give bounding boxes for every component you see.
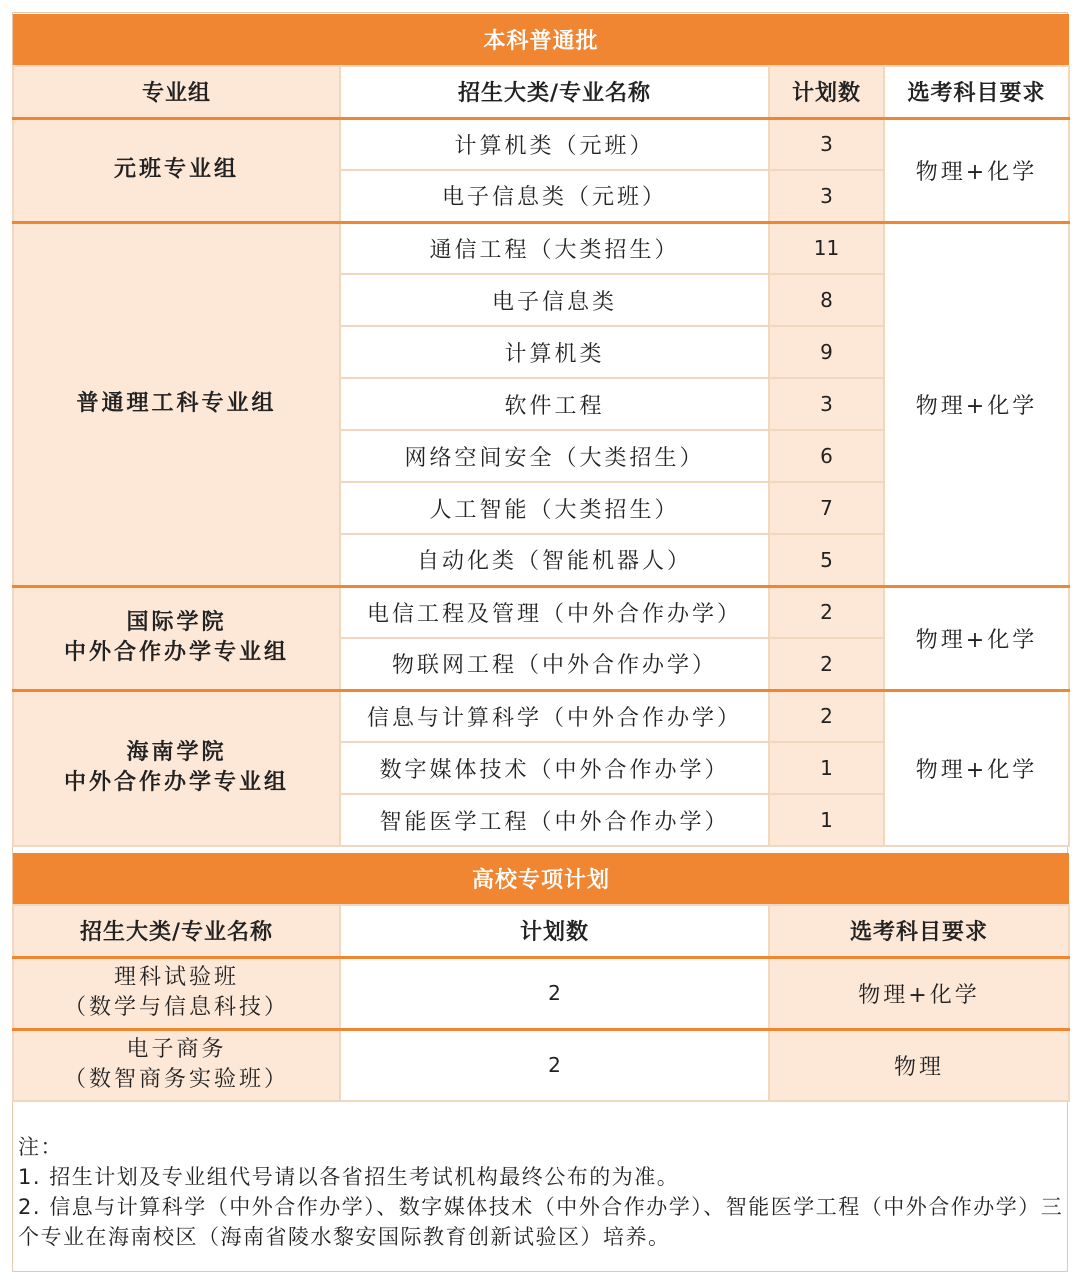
plan-count: 6 bbox=[769, 430, 884, 482]
major-name: 网络空间安全（大类招生） bbox=[340, 430, 769, 482]
plan-count: 8 bbox=[769, 274, 884, 326]
subject-requirement: 物理+化学 bbox=[884, 586, 1069, 690]
table2-banner: 高校专项计划 bbox=[13, 853, 1069, 905]
major-name bbox=[13, 957, 340, 1029]
table-row bbox=[13, 222, 1069, 274]
note-item: 1. 招生计划及专业组代号请以各省招生考试机构最终公布的为准。 bbox=[18, 1165, 680, 1189]
major-name: 智能医学工程（中外合作办学） bbox=[340, 794, 769, 846]
notes-section bbox=[18, 1132, 1066, 1252]
plan-count: 11 bbox=[769, 222, 884, 274]
header-row bbox=[13, 66, 1069, 118]
special-plan-table bbox=[12, 853, 1070, 1102]
major-name: 数字媒体技术（中外合作办学） bbox=[340, 742, 769, 794]
major-name-line: 电子商务 bbox=[126, 1037, 227, 1063]
plan-count: 2 bbox=[769, 638, 884, 690]
plan-count: 2 bbox=[769, 586, 884, 638]
major-name: 电子信息类（元班） bbox=[340, 170, 769, 222]
header-major: 招生大类/专业名称 bbox=[13, 905, 340, 957]
header-count: 计划数 bbox=[340, 905, 769, 957]
subject-requirement: 物理+化学 bbox=[884, 690, 1069, 846]
table-row bbox=[13, 690, 1069, 742]
group-name-line: 中外合作办学专业组 bbox=[63, 640, 289, 665]
plan-count: 3 bbox=[769, 170, 884, 222]
header-major: 招生大类/专业名称 bbox=[340, 66, 769, 118]
undergraduate-table bbox=[12, 14, 1070, 847]
major-name: 通信工程（大类招生） bbox=[340, 222, 769, 274]
group-name: 元班专业组 bbox=[13, 118, 340, 222]
group-name-line: 中外合作办学专业组 bbox=[63, 770, 289, 796]
group-name-line: 国际学院 bbox=[126, 610, 227, 635]
major-name: 电信工程及管理（中外合作办学） bbox=[340, 586, 769, 638]
group-name-line: 海南学院 bbox=[126, 740, 227, 766]
major-name: 计算机类（元班） bbox=[340, 118, 769, 170]
subject-requirement: 物理+化学 bbox=[884, 222, 1069, 586]
plan-count: 9 bbox=[769, 326, 884, 378]
plan-count: 3 bbox=[769, 378, 884, 430]
major-name: 物联网工程（中外合作办学） bbox=[340, 638, 769, 690]
table-row bbox=[13, 118, 1069, 170]
note-item: 2. 信息与计算科学（中外合作办学）、数字媒体技术（中外合作办学）、智能医学工程（中外合作办学）三个专业在海南校区（海南省陵水黎安国际教育创新试验区）培养。 bbox=[18, 1195, 1064, 1249]
banner-row bbox=[13, 853, 1069, 905]
header-group: 专业组 bbox=[13, 66, 340, 118]
major-name: 信息与计算科学（中外合作办学） bbox=[340, 690, 769, 742]
plan-count: 3 bbox=[769, 118, 884, 170]
header-requirement: 选考科目要求 bbox=[769, 905, 1069, 957]
plan-count: 7 bbox=[769, 482, 884, 534]
banner-row bbox=[13, 14, 1069, 66]
group-name: 普通理工科专业组 bbox=[13, 222, 340, 586]
major-name-line: （数智商务实验班） bbox=[63, 1067, 289, 1093]
major-name: 人工智能（大类招生） bbox=[340, 482, 769, 534]
header-requirement: 选考科目要求 bbox=[884, 66, 1069, 118]
major-name: 电子信息类 bbox=[340, 274, 769, 326]
plan-count: 2 bbox=[769, 690, 884, 742]
subject-requirement: 物理 bbox=[769, 1029, 1069, 1101]
major-name: 自动化类（智能机器人） bbox=[340, 534, 769, 586]
notes-title: 注： bbox=[18, 1135, 63, 1159]
header-row bbox=[13, 905, 1069, 957]
plan-count: 2 bbox=[340, 1029, 769, 1101]
table1-banner: 本科普通批 bbox=[13, 14, 1069, 66]
plan-count: 2 bbox=[340, 957, 769, 1029]
table-row bbox=[13, 586, 1069, 638]
table-row bbox=[13, 1029, 1069, 1101]
subject-requirement: 物理+化学 bbox=[769, 957, 1069, 1029]
major-name: 计算机类 bbox=[340, 326, 769, 378]
major-name: 软件工程 bbox=[340, 378, 769, 430]
group-name bbox=[13, 586, 340, 690]
header-count: 计划数 bbox=[769, 66, 884, 118]
subject-requirement: 物理+化学 bbox=[884, 118, 1069, 222]
plan-count: 1 bbox=[769, 742, 884, 794]
plan-count: 5 bbox=[769, 534, 884, 586]
group-name bbox=[13, 690, 340, 846]
major-name bbox=[13, 1029, 340, 1101]
table-row bbox=[13, 957, 1069, 1029]
major-name-line: 理科试验班 bbox=[113, 965, 239, 990]
plan-count: 1 bbox=[769, 794, 884, 846]
major-name-line: （数学与信息科技） bbox=[63, 995, 289, 1020]
